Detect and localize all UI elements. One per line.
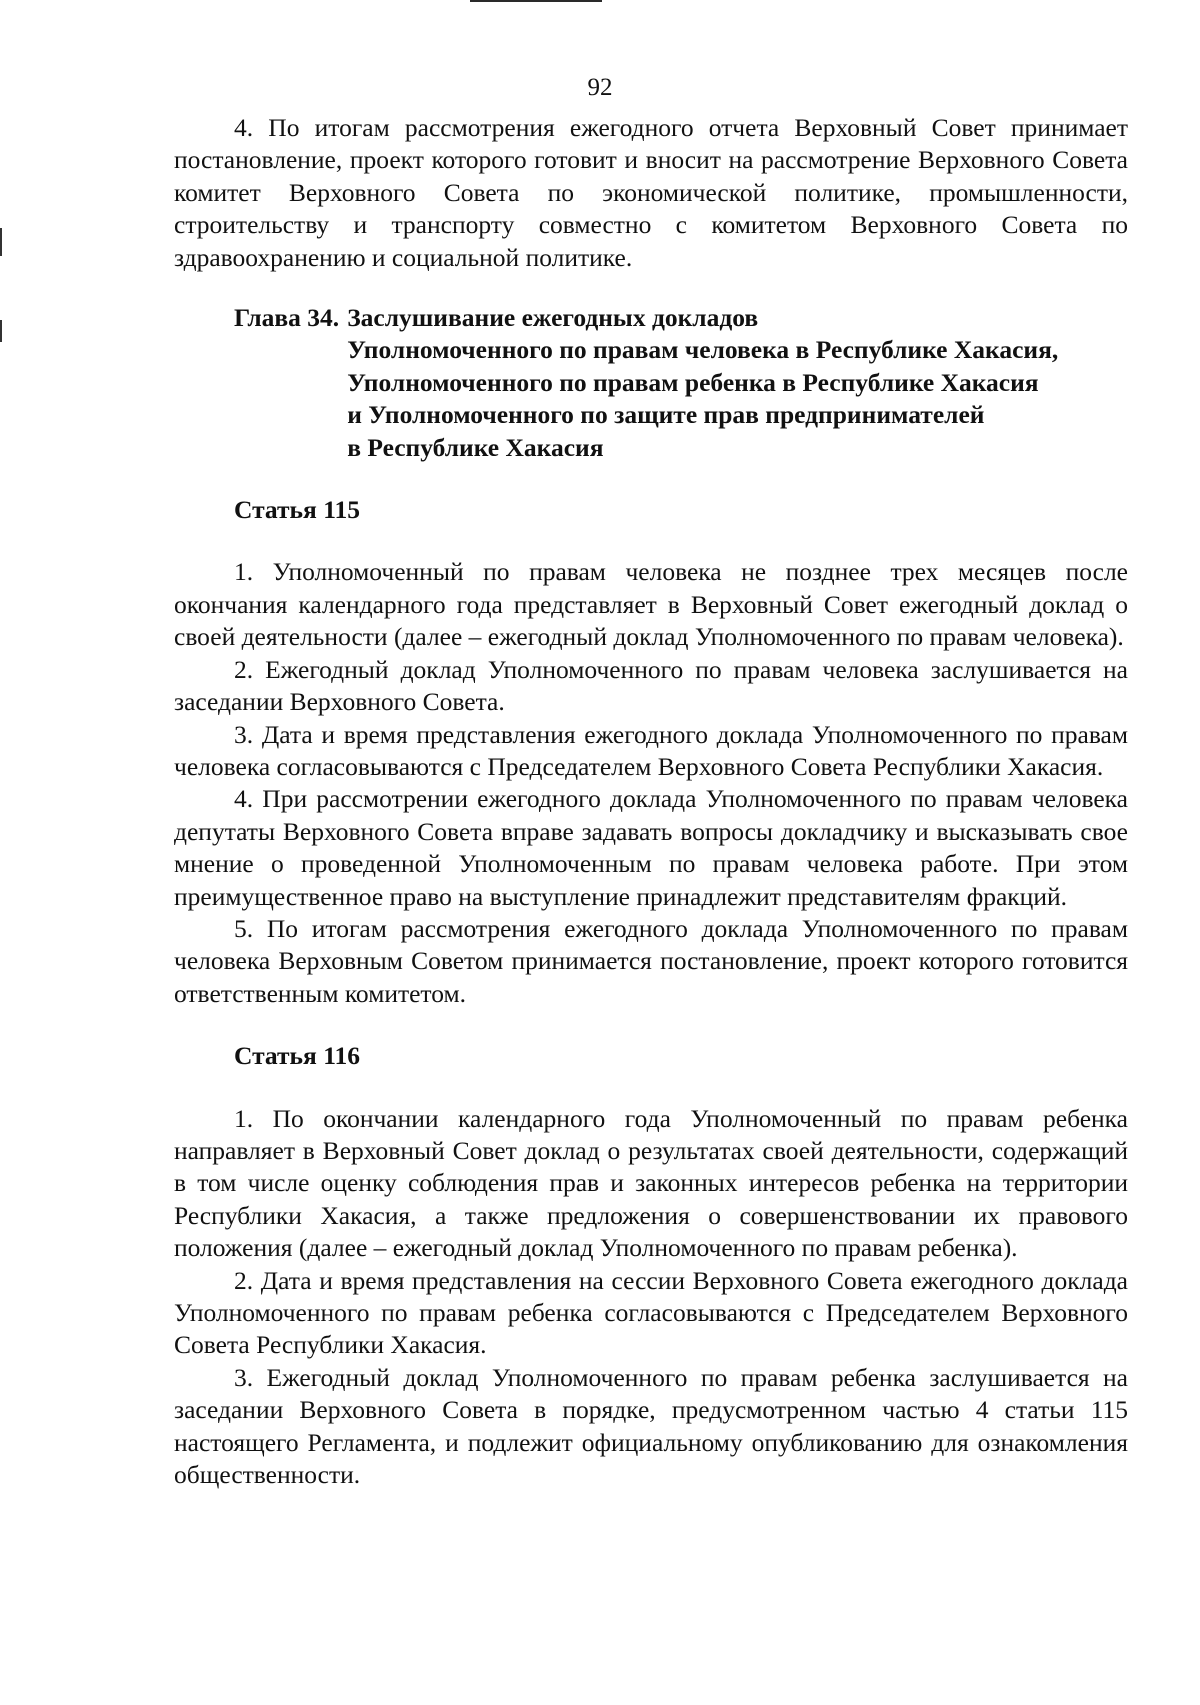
article-paragraph: 5. По итогам рассмотрения ежегодного доклада Уполномоченного по правам человека Верховным Советом принимается постановление, проект которого готовится ответственным комитетом.	[174, 913, 1128, 1008]
chapter-title-line: Уполномоченного по правам человека в Республике Хакасия,	[347, 335, 1059, 365]
scan-edge-mark	[0, 320, 2, 342]
scan-edge-mark	[0, 228, 2, 256]
article-paragraph: 4. При рассмотрении ежегодного доклада Уполномоченного по правам человека депутаты Верховного Совета вправе задавать вопросы докладчику и высказывать свое мнение о проведенной Уполномоченным по правам человека работе. При этом преимущественное право на выступление принадлежит представителям фракций.	[174, 784, 1128, 911]
article-paragraph: 3. Дата и время представления ежегодного доклада Уполномоченного по правам человека согласовываются с Председателем Верховного Совета Республики Хакасия.	[174, 719, 1128, 781]
article-paragraph: 2. Ежегодный доклад Уполномоченного по правам человека заслушивается на заседании Верховного Совета.	[174, 654, 1128, 717]
article-title: Статья 115	[234, 495, 361, 525]
chapter-title-line: Уполномоченного по правам ребенка в Республике Хакасия	[347, 367, 1039, 397]
chapter-label: Глава 34.	[234, 303, 340, 333]
chapter-heading	[234, 302, 1128, 464]
document-body	[174, 112, 1128, 1491]
page-number: 92	[587, 74, 613, 101]
article-title: Статья 116	[234, 1041, 361, 1071]
article-paragraph: 2. Дата и время представления на сессии Верховного Совета ежегодного доклада Уполномоченного по правам ребенка согласовываются с Председателем Верховного Совета Республики Хакасия.	[174, 1265, 1128, 1360]
article-paragraph: 1. По окончании календарного года Уполномоченный по правам ребенка направляет в Верховный Совет доклад о результатах своей деятельности, содержащий в том числе оценку соблюдения прав и законных интересов ребенка на территории Республики Хакасия, а также предложения о совершенствовании их правового положения (далее – ежегодный доклад Уполномоченного по правам ребенка).	[174, 1103, 1128, 1263]
article-paragraph: 1. Уполномоченный по правам человека не позднее трех месяцев после окончания календарного года представляет в Верховный Совет ежегодный доклад о своей деятельности (далее – ежегодный доклад Уполномоченного по правам человека).	[174, 557, 1128, 652]
article-paragraph: 3. Ежегодный доклад Уполномоченного по правам ребенка заслушивается на заседании Верховного Совета в порядке, предусмотренном частью 4 статьи 115 настоящего Регламента, и подлежит официальному опубликованию для ознакомления общественности.	[174, 1362, 1128, 1490]
chapter-title-line: Заслушивание ежегодных докладов	[347, 303, 759, 333]
scan-artifact-top-line	[470, 0, 602, 2]
intro-paragraph: 4. По итогам рассмотрения ежегодного отчета Верховный Совет принимает постановление, проект которого готовит и вносит на рассмотрение Верховного Совета комитет Верховного Совета по экономической политике, промышленности, строительству и транспорту совместно с комитетом Верховного Совета по здравоохранению и социальной политике.	[174, 113, 1128, 272]
chapter-title-line: в Республике Хакасия	[347, 432, 604, 462]
chapter-title-line: и Уполномоченного по защите прав предпринимателей	[347, 400, 985, 430]
